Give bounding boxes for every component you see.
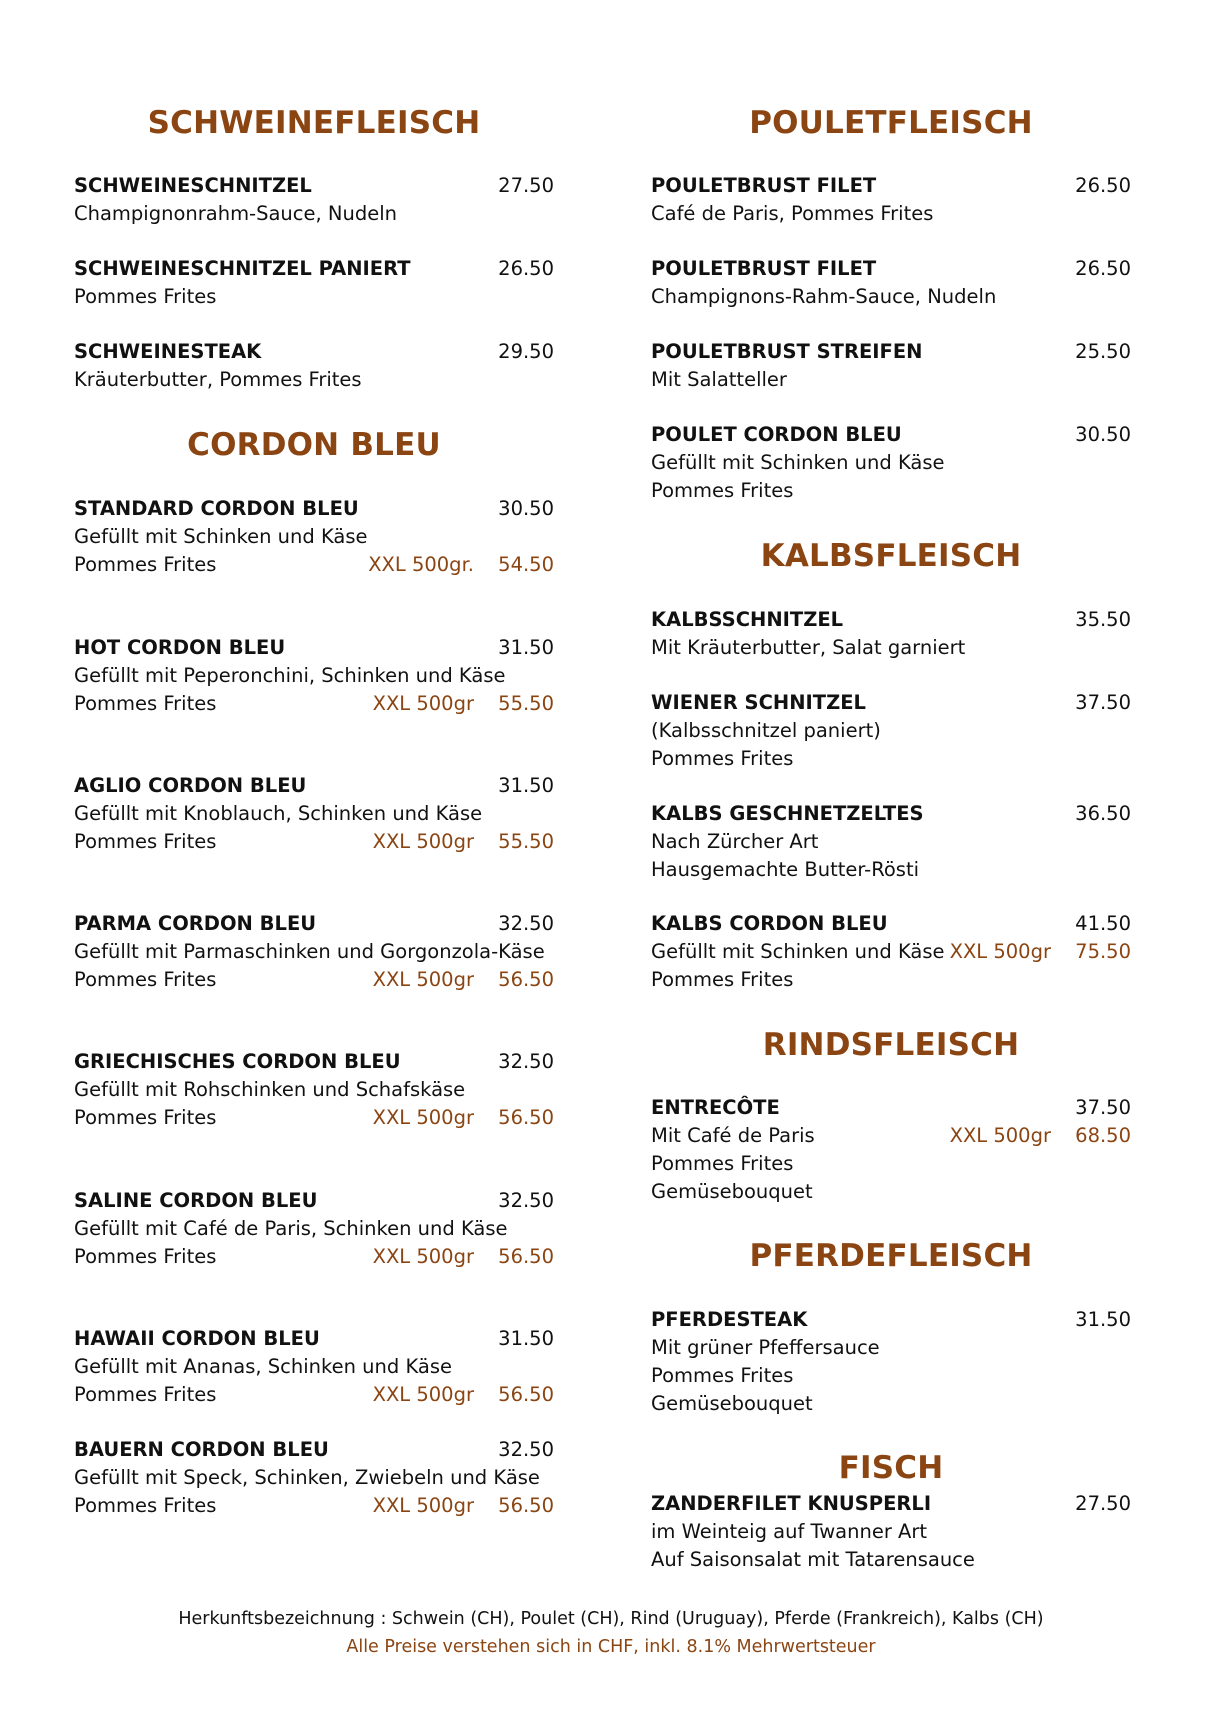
item-description-line [651,828,1131,856]
item-description: Mit Kräuterbutter, Salat garniert [651,636,966,659]
menu-item [74,338,554,394]
item-name: PARMA CORDON BLEU [74,912,317,935]
item-header-line [651,606,1131,634]
item-description: Auf Saisonsalat mit Tatarensauce [651,1548,975,1571]
xxl-price: 56.50 [498,1106,554,1129]
menu-item [651,1306,1131,1418]
item-name: POULET CORDON BLEU [651,423,902,446]
xxl-label: XXL 500gr [949,940,1051,963]
item-name: ZANDERFILET KNUSPERLI [651,1492,932,1515]
item-header-line [74,1436,554,1464]
menu-item [651,800,1131,884]
item-description: Gefüllt mit Ananas, Schinken und Käse [74,1355,453,1378]
item-description-line [74,200,554,228]
item-description: Champignons-Rahm-Sauce, Nudeln [651,285,997,308]
xxl-price: 55.50 [498,830,554,853]
item-description-line [74,690,554,718]
item-name: HOT CORDON BLEU [74,636,286,659]
item-price: 31.50 [498,774,554,797]
menu-item [651,172,1131,228]
item-header-line [651,255,1131,283]
menu-item [651,421,1131,505]
item-header-line [74,910,554,938]
item-description-line [74,283,554,311]
item-header-line [74,634,554,662]
item-description-line [74,523,554,551]
item-description: Gefüllt mit Peperonchini, Schinken und Käse [74,664,506,687]
item-name: HAWAII CORDON BLEU [74,1327,320,1350]
item-description-line [651,1178,1131,1206]
xxl-label: XXL 500gr [372,1245,474,1268]
item-name: PFERDESTEAK [651,1308,808,1331]
menu-item [74,255,554,311]
item-header-line [651,1490,1131,1518]
item-description-line [651,1122,1131,1150]
item-price: 31.50 [498,1327,554,1350]
item-price: 32.50 [498,912,554,935]
item-name: POULETBRUST STREIFEN [651,340,923,363]
item-description-line [651,283,1131,311]
xxl-label: XXL 500gr [372,1106,474,1129]
item-price: 29.50 [498,340,554,363]
xxl-price: 56.50 [498,968,554,991]
xxl-label: XXL 500gr [372,830,474,853]
item-header-line [74,772,554,800]
item-description: Pommes Frites [651,1364,794,1387]
item-description: Pommes Frites [74,1106,217,1129]
heading-fisch: FISCH [838,1450,944,1486]
item-description: Gefüllt mit Knoblauch, Schinken und Käse [74,802,483,825]
item-description-line [651,938,1131,966]
xxl-price: 56.50 [498,1245,554,1268]
item-price: 26.50 [498,257,554,280]
price-note: Alle Preise verstehen sich in CHF, inkl. 8.1% Mehrwertsteuer [346,1637,876,1657]
item-description: Pommes Frites [74,692,217,715]
item-description: Pommes Frites [74,553,217,576]
item-description: Gemüsebouquet [651,1180,813,1203]
item-description: Gefüllt mit Rohschinken und Schafskäse [74,1078,466,1101]
heading-pouletfleisch: POULETFLEISCH [749,105,1033,141]
item-name: SCHWEINESCHNITZEL PANIERT [74,257,411,280]
item-header-line [651,172,1131,200]
heading-rindsfleisch: RINDSFLEISCH [762,1027,1020,1063]
menu-item [74,634,554,718]
item-price: 31.50 [1075,1308,1131,1331]
item-name: ENTRECÔTE [651,1096,780,1119]
item-header-line [651,910,1131,938]
item-header-line [74,338,554,366]
item-description: Pommes Frites [74,1383,217,1406]
menu-item [651,1094,1131,1206]
item-name: KALBSSCHNITZEL [651,608,844,631]
item-description-line [651,634,1131,662]
item-header-line [651,689,1131,717]
item-header-line [651,1094,1131,1122]
item-description-line [74,1492,554,1520]
heading-schweinefleisch: SCHWEINEFLEISCH [147,105,481,141]
xxl-label: XXL 500gr [372,1494,474,1517]
item-price: 37.50 [1075,1096,1131,1119]
item-name: WIENER SCHNITZEL [651,691,866,714]
item-header-line [74,1325,554,1353]
item-name: KALBS CORDON BLEU [651,912,888,935]
xxl-label: XXL 500gr [949,1124,1051,1147]
item-description: Kräuterbutter, Pommes Frites [74,368,362,391]
item-header-line [74,495,554,523]
item-description: Pommes Frites [651,747,794,770]
item-price: 26.50 [1075,174,1131,197]
item-description: Mit Café de Paris [651,1124,815,1147]
item-description: Gefüllt mit Parmaschinken und Gorgonzola-Käse [74,940,545,963]
item-description: Pommes Frites [74,285,217,308]
item-description: Pommes Frites [74,968,217,991]
menu-item [74,1048,554,1132]
item-price: 30.50 [1075,423,1131,446]
item-name: SALINE CORDON BLEU [74,1189,318,1212]
heading-kalbsfleisch: KALBSFLEISCH [760,538,1022,574]
menu-item [74,910,554,994]
item-description: Café de Paris, Pommes Frites [651,202,934,225]
item-description-line [74,662,554,690]
menu-item [651,338,1131,394]
menu-item [74,1325,554,1409]
item-description-line [74,1353,554,1381]
item-price: 32.50 [498,1189,554,1212]
item-description: Gefüllt mit Schinken und Käse [651,451,945,474]
item-price: 37.50 [1075,691,1131,714]
item-price: 35.50 [1075,608,1131,631]
item-name: BAUERN CORDON BLEU [74,1438,329,1461]
item-header-line [651,1306,1131,1334]
item-header-line [651,421,1131,449]
xxl-price: 54.50 [498,553,554,576]
item-description: Pommes Frites [74,1494,217,1517]
item-name: GRIECHISCHES CORDON BLEU [74,1050,401,1073]
menu-item [651,1490,1131,1574]
item-header-line [651,338,1131,366]
item-description: (Kalbsschnitzel paniert) [651,719,881,742]
heading-cordon-bleu: CORDON BLEU [187,427,441,463]
item-header-line [74,1187,554,1215]
xxl-price: 56.50 [498,1383,554,1406]
item-description: Gefüllt mit Speck, Schinken, Zwiebeln und Käse [74,1466,540,1489]
menu-item [74,172,554,228]
item-name: AGLIO CORDON BLEU [74,774,307,797]
menu-item [651,255,1131,311]
xxl-price: 68.50 [1075,1124,1131,1147]
item-description-line [651,1150,1131,1178]
origin-text: Herkunftsbezeichnung : Schwein (CH), Poulet (CH), Rind (Uruguay), Pferde (Frankreich), Kalbs (CH) [178,1609,1044,1629]
item-description-line [651,449,1131,477]
menu-item [74,1436,554,1520]
item-price: 25.50 [1075,340,1131,363]
footer [0,1605,1222,1661]
item-description: Gemüsebouquet [651,1392,813,1415]
item-description: Nach Zürcher Art [651,830,819,853]
xxl-price: 55.50 [498,692,554,715]
item-description: Mit Salatteller [651,368,787,391]
item-description: Pommes Frites [651,479,794,502]
xxl-label: XXL 500gr [372,968,474,991]
menu-item [651,606,1131,662]
item-description-line [651,366,1131,394]
xxl-price: 56.50 [498,1494,554,1517]
item-price: 32.50 [498,1050,554,1073]
item-description: im Weinteig auf Twanner Art [651,1520,928,1543]
item-name: KALBS GESCHNETZELTES [651,802,924,825]
item-header-line [74,255,554,283]
item-header-line [74,172,554,200]
xxl-label: XXL 500gr [372,1383,474,1406]
item-price: 31.50 [498,636,554,659]
item-description-line [651,477,1131,505]
item-description-line [74,1076,554,1104]
item-description-line [74,551,554,579]
item-description-line [651,200,1131,228]
item-price: 36.50 [1075,802,1131,825]
menu-item [74,495,554,579]
item-price: 26.50 [1075,257,1131,280]
item-description-line [651,1518,1131,1546]
menu-item [74,772,554,856]
item-description-line [74,800,554,828]
item-header-line [74,1048,554,1076]
item-description-line [651,745,1131,773]
item-description: Gefüllt mit Schinken und Käse [651,940,945,963]
item-header-line [651,800,1131,828]
item-price: 30.50 [498,497,554,520]
item-price: 27.50 [498,174,554,197]
xxl-label: XXL 500gr. [368,553,474,576]
item-description-line [74,938,554,966]
item-price: 32.50 [498,1438,554,1461]
item-description-line [651,717,1131,745]
item-description-line [74,366,554,394]
menu-item [651,689,1131,773]
item-description-line [651,1546,1131,1574]
item-description: Champignonrahm-Sauce, Nudeln [74,202,397,225]
item-description-line [74,1381,554,1409]
item-description: Pommes Frites [74,1245,217,1268]
item-description-line [651,1334,1131,1362]
item-name: POULETBRUST FILET [651,257,877,280]
item-description-line [74,1464,554,1492]
item-description-line [651,856,1131,884]
item-name: POULETBRUST FILET [651,174,877,197]
item-description-line [74,966,554,994]
item-description-line [74,1104,554,1132]
item-description-line [74,1243,554,1271]
item-description: Mit grüner Pfeffersauce [651,1336,880,1359]
item-description: Pommes Frites [651,1152,794,1175]
item-name: SCHWEINESCHNITZEL [74,174,312,197]
menu-item [74,1187,554,1271]
menu-item [651,910,1131,994]
item-description: Hausgemachte Butter-Rösti [651,858,920,881]
item-price: 27.50 [1075,1492,1131,1515]
item-description-line [74,1215,554,1243]
xxl-label: XXL 500gr [372,692,474,715]
item-name: SCHWEINESTEAK [74,340,262,363]
item-price: 41.50 [1075,912,1131,935]
item-description-line [74,828,554,856]
heading-pferdefleisch: PFERDEFLEISCH [749,1238,1033,1274]
item-description-line [651,1390,1131,1418]
item-description: Pommes Frites [651,968,794,991]
item-description: Gefüllt mit Schinken und Käse [74,525,368,548]
item-description-line [651,1362,1131,1390]
xxl-price: 75.50 [1075,940,1131,963]
item-name: STANDARD CORDON BLEU [74,497,359,520]
item-description: Gefüllt mit Café de Paris, Schinken und Käse [74,1217,508,1240]
item-description: Pommes Frites [74,830,217,853]
item-description-line [651,966,1131,994]
